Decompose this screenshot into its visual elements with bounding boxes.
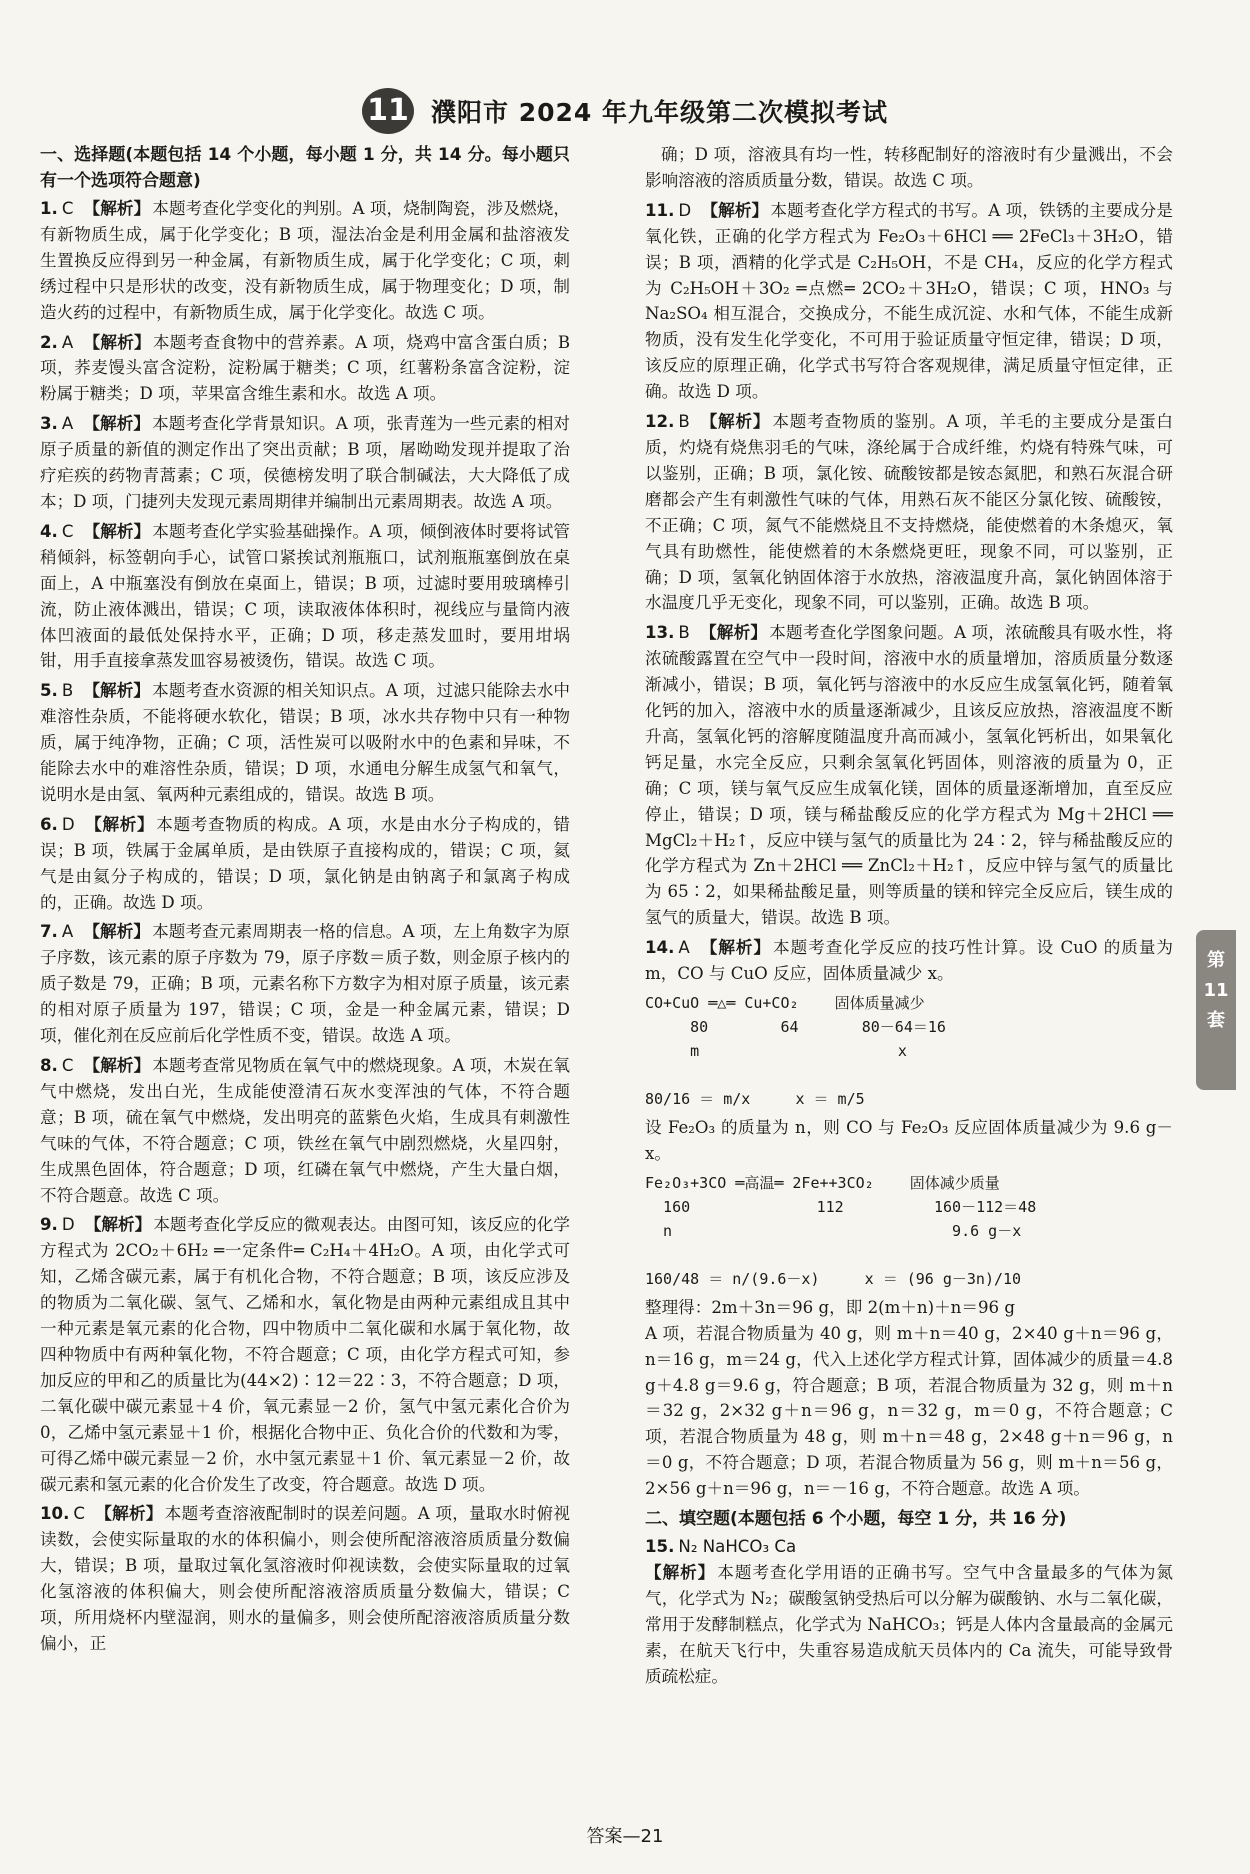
- question-number: 13.: [645, 623, 675, 643]
- analysis-text: 本题考查化学反应的技巧性计算。设 CuO 的质量为 m，CO 与 CuO 反应，固体质量减少 x。: [645, 938, 1174, 984]
- question-answer: C: [73, 1504, 85, 1524]
- question-number: 6.: [40, 814, 58, 834]
- analysis-tag: 【解析】: [699, 412, 771, 432]
- question-item: [40, 1212, 570, 1497]
- question-number: 5.: [40, 681, 58, 701]
- analysis-text: 本题考查化学图象问题。A 项，浓硫酸具有吸水性，将浓硫酸露置在空气中一段时间，溶液中水的质量增加，溶质质量分数逐渐减小，错误；B 项，氧化钙与溶液中的水反应生成氢氧化钙，随着氧化钙的加入，溶液中水的质量逐渐减少，且该反应放热，溶液温度不断升高，氢氧化钙的溶解度随温度升高而减小，氢氧化钙析出，如果氧化钙足量，水完全反应，只剩余氢氧化钙固体，则溶液的质量为 0，正确；C 项，镁与氧气反应生成氧化镁，固体的质量逐渐增加，直至反应停止，错误；D 项，镁与稀盐酸反应的化学方程式为 Mg＋2HCl ══ MgCl₂＋H₂↑，反应中镁与氢气的质量比为 24∶2，锌与稀盐酸反应的化学方程式为 Zn＋2HCl ══ ZnCl₂＋H₂↑，反应中锌与氢气的质量比为 65∶2，如果稀盐酸足量，则等质量的镁和锌完全反应后，镁生成的氢气的质量大，错误。故选 B 项。: [645, 623, 1173, 928]
- side-tab-line3: 套: [1207, 1010, 1225, 1031]
- question-answer: C: [61, 199, 74, 218]
- question-answer: B: [678, 412, 690, 432]
- question-item: [645, 409, 1173, 616]
- question-item: [645, 198, 1173, 405]
- question-item: [645, 935, 1173, 987]
- question-number: 9.: [40, 1215, 58, 1235]
- page-title: 濮阳市 2024 年九年级第二次模拟考试: [431, 98, 889, 127]
- question-number: 2.: [40, 332, 58, 352]
- right-column: [645, 142, 1173, 1694]
- question-item: [40, 519, 570, 674]
- calc-block-cuo: CO+CuO ═△═ Cu+CO₂ 固体质量减少 80 64 80－64＝16 m x 80/16 ＝ m/x x ＝ m/5: [645, 994, 946, 1108]
- page-footer: 答案—21: [586, 1826, 664, 1847]
- analysis-text: 本题考查物质的鉴别。A 项，羊毛的主要成分是蛋白质，灼烧有烧焦羽毛的气味，涤纶属于合成纤维，灼烧有特殊气味，可以鉴别，正确；B 项，氯化铵、硫酸铵都是铵态氮肥，和熟石灰混合研磨都会产生有刺激性气味的气体，用熟石灰不能区分氯化铵、硫酸铵，不正确；C 项，氮气不能燃烧且不支持燃烧，能使燃着的木条熄灭，氧气具有助燃性，能使燃着的木条燃烧更旺，现象不同，可以鉴别，正确；D 项，氢氧化钠固体溶于水放热，溶液温度升高，氯化钠固体溶于水温度几乎无变化，现象不同，可以鉴别，正确。故选 B 项。: [645, 412, 1173, 613]
- analysis-tag: 【解析】: [699, 623, 768, 643]
- set-number-badge: 11: [362, 88, 414, 134]
- question-answer: A: [61, 332, 74, 352]
- analysis-text: 本题考查元素周期表一格的信息。A 项，左上角数字为原子序数，该元素的原子序数为 79，原子序数＝质子数，则金原子核内的质子数是 79，正确；B 项，元素名称下方数字为相对原子质量，该元素的相对原子质量为 197，错误；C 项，金是一种金属元素，错误；D 项，催化剂在反应前后化学性质不变，错误。故选 A 项。: [40, 922, 570, 1046]
- question-number: 8.: [40, 1056, 58, 1075]
- question-item: [40, 196, 570, 326]
- analysis-tag: 【解析】: [83, 1056, 151, 1075]
- analysis-tag: 【解析】: [83, 922, 151, 942]
- analysis-tag: 【解析】: [83, 199, 151, 218]
- question-answer: C: [61, 1056, 74, 1075]
- question-item: [40, 919, 570, 1049]
- question-number: 12.: [645, 412, 675, 432]
- question-item: [645, 142, 1173, 194]
- analysis-tag: 【解析】: [84, 814, 155, 834]
- calc-note-fe2o3: 设 Fe₂O₃ 的质量为 n，则 CO 与 Fe₂O₃ 反应固体质量减少为 9.6 g－x。: [645, 1118, 1173, 1163]
- section-heading-choice: 一、选择题(本题包括 14 个小题，每小题 1 分，共 14 分。每小题只有一个选项符合题意): [40, 145, 570, 191]
- question-number: 11.: [645, 200, 675, 220]
- question-answer: A: [61, 414, 74, 434]
- side-tab-line2: 11: [1203, 980, 1229, 1001]
- question-answer: N₂ NaHCO₃ Ca: [678, 1537, 797, 1557]
- analysis-text: 本题考查水资源的相关知识点。A 项，过滤只能除去水中难溶性杂质，不能将硬水软化，错误；B 项，冰水共存物中只有一种物质，属于纯净物，正确；C 项，活性炭可以吸附水中的色素和异味，不能除去水中的难溶性杂质，错误；D 项，水通电分解生成氢气和氧气，说明水是由氢、氧两种元素组成的，错误。故选 B 项。: [40, 681, 570, 804]
- analysis-text: 本题考查化学反应的微观表达。由图可知，该反应的化学方程式为 2CO₂＋6H₂ ═一定条件═ C₂H₄＋4H₂O。A 项，由化学式可知，乙烯含碳元素，属于有机化合物，不符合题意；B 项，该反应涉及的物质为二氧化碳、氢气、乙烯和水，氧化物是由两种元素组成且其中一种元素是氧元素的化合物，四中物质中二氧化碳和水属于氧化物，故四种物质中有两种氧化物，不符合题意；C 项，由化学方程式可知，参加反应的甲和乙的质量比为(44×2)∶12＝22∶3，不符合题意；D 项，二氧化碳中碳元素显＋4 价，氧元素显－2 价，氢气中氢元素化合价为 0，乙烯中氢元素显＋1 价，根据化合物中正、负化合价的代数和为零，可得乙烯中碳元素显－2 价，水中氢元素显＋1 价、氧元素显－2 价，故碳元素和氢元素的化合价发生了改变，符合题意。故选 D 项。: [40, 1215, 571, 1494]
- left-question-list: [40, 196, 570, 1657]
- question-item: [40, 411, 570, 515]
- question-answer: A: [678, 938, 690, 958]
- question-answer: D: [61, 1215, 75, 1235]
- section-heading-fill: 二、填空题(本题包括 6 个小题，每空 1 分，共 16 分): [645, 1509, 1067, 1530]
- analysis-text: 确；D 项，溶液具有均一性，转移配制好的溶液时有少量溅出，不会影响溶液的溶质质量分数，错误。故选 C 项。: [645, 145, 1173, 190]
- analysis-tag: 【解析】: [83, 332, 151, 352]
- side-tab-line1: 第: [1207, 950, 1225, 971]
- calc-block-fe2o3: Fe₂O₃+3CO ═高温═ 2Fe++3CO₂ 固体减少质量 160 112 160－112＝48 n 9.6 g－x 160/48 ＝ n/(9.6－x) x ＝ (96 g－3n)/10: [645, 1173, 1037, 1288]
- question-answer: B: [678, 623, 690, 643]
- analysis-tag: 【解析】: [645, 1562, 716, 1582]
- analysis-text: 本题考查食物中的营养素。A 项，烧鸡中富含蛋白质；B 项，荞麦馒头富含淀粉，淀粉属于糖类；C 项，红薯粉条富含淀粉，淀粉属于糖类；D 项，苹果富含维生素和水。故选 A 项。: [40, 332, 571, 404]
- analysis-text: 本题考查化学背景知识。A 项，张青莲为一些元素的相对原子质量的新值的测定作出了突出贡献；B 项，屠呦呦发现并提取了治疗疟疾的药物青蒿素；C 项，侯德榜发明了联合制碱法，大大降低了成本；D 项，门捷列夫发现元素周期律并编制出元素周期表。故选 A 项。: [40, 414, 570, 511]
- question-number: 10.: [40, 1504, 70, 1524]
- question-number: 14.: [645, 938, 675, 958]
- analysis-tag: 【解析】: [83, 681, 151, 701]
- analysis-text: 本题考查化学变化的判别。A 项，烧制陶瓷，涉及燃烧，有新物质生成，属于化学变化；B 项，湿法冶金是利用金属和盐溶液发生置换反应得到另一种金属，有新物质生成，属于化学变化；C 项，刺绣过程中只是形状的改变，没有新物质生成，属于物理变化；D 项，制造火药的过程中，有新物质生成，属于化学变化。故选 C 项。: [40, 199, 571, 322]
- question-number: 15.: [645, 1537, 675, 1557]
- question-answer: A: [61, 922, 74, 942]
- analysis-tag: 【解析】: [95, 1504, 163, 1524]
- calc-conclusion: 整理得：2m＋3n＝96 g，即 2(m＋n)＋n＝96 g A 项，若混合物质量为 40 g，则 m＋n＝40 g，2×40 g＋n＝96 g，n＝16 g，m＝24 g，代入上述化学方程式计算，固体减少的质量＝4.8 g＋4.8 g＝9.6 g，符合题意；B 项，若混合物质量为 32 g，则 m＋n＝32 g，2×32 g＋n＝96 g，n＝32 g，m＝0 g，不符合题意；C 项，若混合物质量为 48 g，则 m＋n＝48 g，2×48 g＋n＝96 g，n＝0 g，不符合题意；D 项，若混合物质量为 56 g，则 m＋n＝56 g，2×56 g＋n＝96 g，n＝－16 g，不符合题意。故选 A 项。: [645, 1297, 1173, 1499]
- analysis-tag: 【解析】: [84, 1215, 152, 1235]
- left-column: [40, 142, 570, 1661]
- analysis-tag: 【解析】: [701, 200, 769, 220]
- question-item: [40, 1053, 570, 1208]
- analysis-text: 本题考查化学方程式的书写。A 项，铁锈的主要成分是氧化铁，正确的化学方程式为 Fe₂O₃＋6HCl ══ 2FeCl₃＋3H₂O，错误；B 项，酒精的化学式是 C₂H₅OH，不是 CH₄，反应的化学方程式为 C₂H₅OH＋3O₂ ═点燃═ 2CO₂＋3H₂O，错误；C 项，HNO₃ 与 Na₂SO₄ 相互混合，交换成分，不能生成沉淀、水和气体，不能生成新物质，没有发生化学变化，不可用于验证质量守恒定律，错误；D 项，该反应的原理正确，化学式书写符合客观规律，满足质量守恒定律，正确。故选 D 项。: [645, 200, 1173, 402]
- question-number: 4.: [40, 521, 58, 541]
- question-answer: D: [678, 200, 692, 220]
- analysis-tag: 【解析】: [699, 938, 772, 958]
- question-answer: D: [61, 814, 75, 834]
- set-side-tab: [1196, 930, 1236, 1090]
- analysis-tag: 【解析】: [83, 414, 151, 434]
- analysis-text: 本题考查化学用语的正确书写。空气中含量最多的气体为氮气，化学式为 N₂；碳酸氢钠受热后可以分解为碳酸钠、水与二氧化碳，常用于发酵制糕点，化学式为 NaHCO₃；钙是人体内含量最高的金属元素，在航天飞行中，失重容易造成航天员体内的 Ca 流失，可能导致骨质疏松症。: [645, 1562, 1174, 1686]
- analysis-text: 本题考查溶液配制时的误差问题。A 项，量取水时俯视读数，会使实际量取的水的体积偏小，则会使所配溶液溶质质量分数偏大，错误；B 项，量取过氧化氢溶液时仰视读数，会使实际量取的过氧化氢溶液的体积偏大，则会使所配溶液溶质质量分数偏大，错误；C 项，所用烧杯内壁湿润，则水的量偏多，则会使所配溶液溶质质量分数偏小，正: [40, 1504, 571, 1653]
- question-number: 3.: [40, 414, 58, 434]
- question-number: 1.: [40, 199, 58, 218]
- right-question-list: [645, 142, 1173, 987]
- question-item: [40, 1501, 570, 1656]
- analysis-tag: 【解析】: [83, 521, 151, 541]
- question-item: [40, 812, 570, 916]
- question-answer: B: [61, 681, 74, 701]
- question-item: [645, 620, 1173, 931]
- page-header: [0, 88, 1250, 138]
- question-number: 7.: [40, 922, 58, 942]
- analysis-text: 本题考查化学实验基础操作。A 项，倾倒液体时要将试管稍倾斜，标签朝向手心，试管口紧挨试剂瓶瓶口，试剂瓶瓶塞倒放在桌面上，A 中瓶塞没有倒放在桌面上，错误；B 项，过滤时要用玻璃棒引流，防止液体溅出，错误；C 项，读取液体体积时，视线应与量筒内液体凹液面的最低处保持水平，正确；D 项，移走蒸发皿时，要用坩埚钳，用手直接拿蒸发皿容易被烫伤，错误。故选 C 项。: [40, 521, 571, 671]
- question-item: [40, 330, 570, 408]
- question-item: [40, 678, 570, 808]
- question-15: [645, 1534, 1173, 1689]
- question-answer: C: [61, 521, 74, 541]
- analysis-text: 本题考查常见物质在氧气中的燃烧现象。A 项，木炭在氧气中燃烧，发出白光，生成能使澄清石灰水变浑浊的气体，不符合题意；B 项，硫在氧气中燃烧，发出明亮的蓝紫色火焰，生成具有刺激性气味的气体，不符合题意；C 项，铁丝在氧气中剧烈燃烧，火星四射，生成黑色固体，符合题意；D 项，红磷在氧气中燃烧，产生大量白烟，不符合题意。故选 C 项。: [40, 1056, 571, 1205]
- analysis-text: 本题考查物质的构成。A 项，水是由水分子构成的，错误；B 项，铁属于金属单质，是由铁原子直接构成的，错误；C 项，氦气是由氦分子构成的，错误；D 项，氯化钠是由钠离子和氯离子构成的，正确。故选 D 项。: [40, 814, 571, 912]
